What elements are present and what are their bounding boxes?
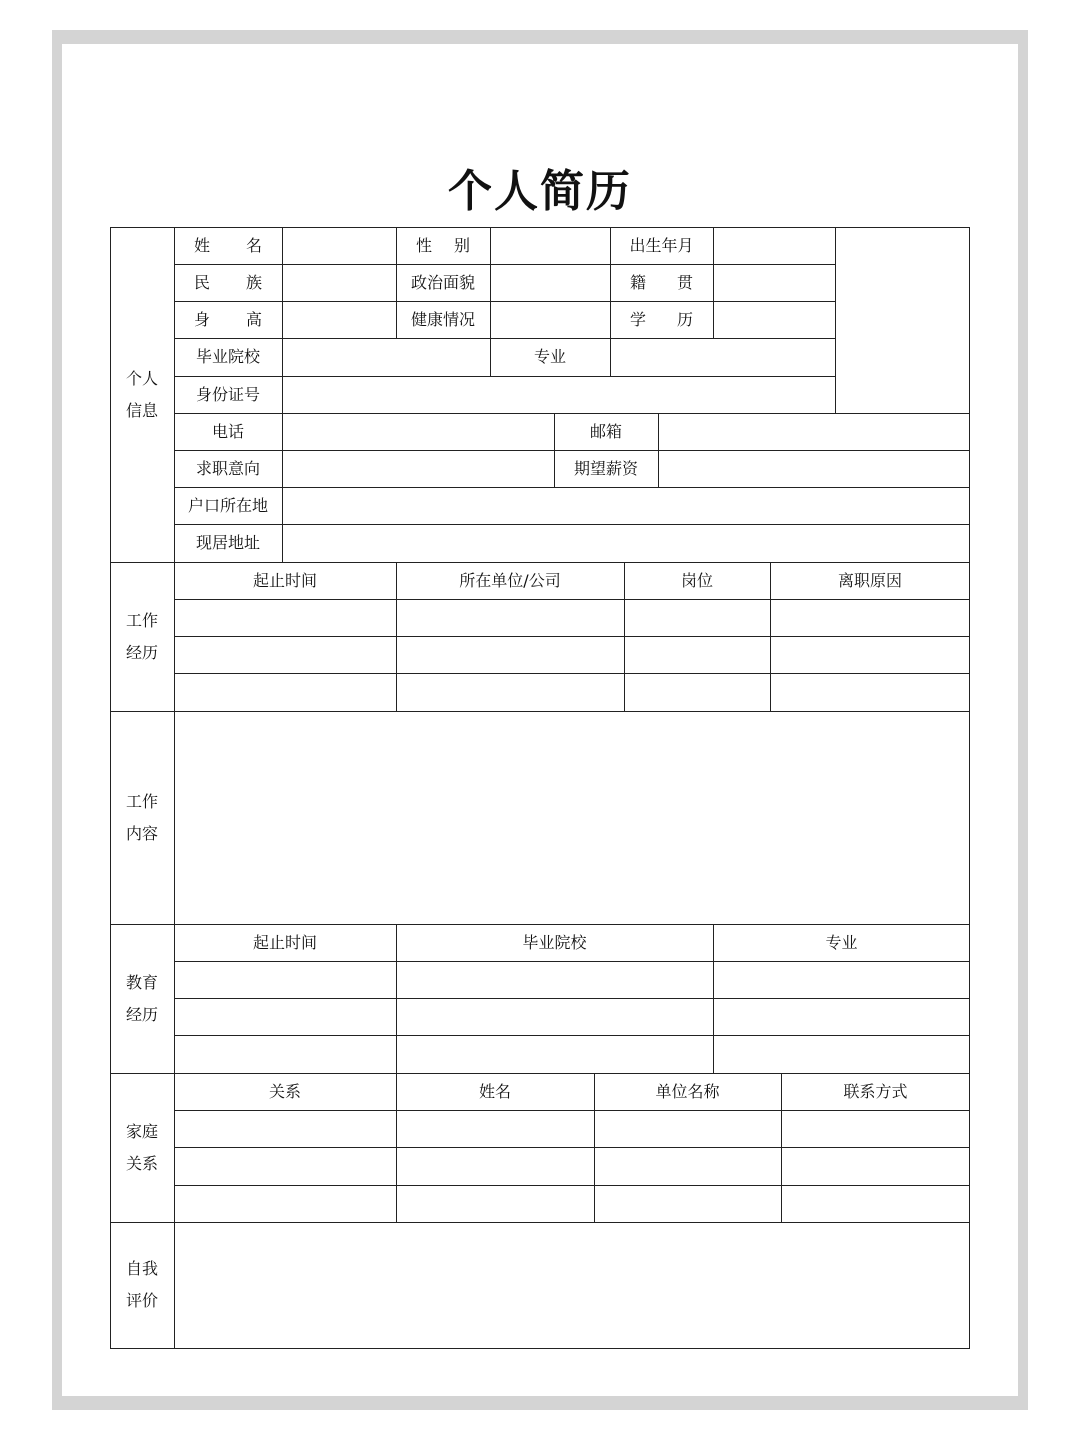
row-line [174,998,970,999]
label-char: 籍 [630,272,647,292]
major-field[interactable] [611,339,834,376]
email-field[interactable] [659,414,969,450]
work-header-reason: 离职原因 [837,570,902,590]
phone-field[interactable] [283,414,553,450]
work-header-period: 起止时间 [252,570,317,590]
health-field[interactable] [491,302,609,338]
height-field[interactable] [283,302,395,338]
label-hukou: 户口所在地 [187,495,268,515]
label-char: 族 [245,272,262,292]
section-label-line: 个人 [125,368,158,388]
section-work-history-label [110,562,174,711]
gender-field[interactable] [491,228,609,264]
label-char: 名 [245,235,262,255]
political-field[interactable] [491,265,609,301]
label-major: 专业 [533,347,566,366]
self-eval-area[interactable] [175,1223,969,1348]
label-address: 现居地址 [195,533,260,552]
section-label-line: 内容 [125,823,158,843]
work-content-area[interactable] [175,712,969,924]
label-char: 高 [245,309,262,329]
edu-header-major: 专业 [825,932,858,952]
section-work-content-label [110,711,174,924]
id-number-field[interactable] [283,377,834,413]
label-char: 姓 [194,235,211,255]
photo-area[interactable] [836,228,969,413]
native-place-field[interactable] [714,265,834,301]
section-label-line: 家庭 [125,1121,158,1141]
section-self-eval-label [110,1222,174,1348]
label-email: 邮箱 [589,421,622,441]
school-field[interactable] [283,339,489,376]
birth-field[interactable] [714,228,834,264]
label-phone: 电话 [211,421,244,441]
family-header-contact: 联系方式 [843,1081,908,1101]
salary-field[interactable] [659,451,969,487]
label-ethnicity [174,264,282,301]
label-height [174,301,282,338]
row-line [174,673,970,674]
family-header-name: 姓名 [478,1081,511,1101]
label-name [174,227,282,264]
degree-field[interactable] [714,302,834,338]
name-field[interactable] [283,228,395,264]
border-bottom [110,1348,970,1349]
job-intent-field[interactable] [283,451,553,487]
section-label-line: 关系 [125,1153,158,1173]
row-line [174,636,970,637]
label-job-intent: 求职意向 [195,458,260,478]
section-label-line: 信息 [125,400,158,420]
label-salary: 期望薪资 [573,458,638,478]
family-header-relation: 关系 [268,1081,301,1101]
edu-header-school: 毕业院校 [522,932,587,952]
label-char: 性 [416,235,433,255]
label-native-place [610,264,713,301]
row-line [174,1147,970,1148]
ethnicity-field[interactable] [283,265,395,301]
edu-header-period: 起止时间 [252,932,317,952]
label-char: 身 [194,309,211,329]
hukou-field[interactable] [283,488,969,524]
section-label-line: 经历 [125,642,158,662]
row-line [174,1185,970,1186]
page-title: 个人简历 [448,166,632,217]
section-label-line: 评价 [125,1291,158,1310]
address-field[interactable] [283,525,969,562]
label-char: 历 [676,309,693,329]
work-header-position: 岗位 [680,570,713,590]
label-political: 政治面貌 [410,272,475,292]
row-line [174,1110,970,1111]
label-school: 毕业院校 [195,347,260,366]
label-id-number: 身份证号 [195,384,260,404]
label-birth: 出生年月 [629,235,694,255]
border-right [969,227,970,1349]
label-char: 民 [194,272,211,292]
label-char: 贯 [676,272,693,292]
section-label-line: 经历 [125,1004,158,1024]
resume-table [110,227,970,1349]
work-header-company: 所在单位/公司 [459,570,561,590]
row-line [174,1035,970,1036]
section-label-line: 教育 [125,972,158,992]
row-line [174,961,970,962]
section-family-label [110,1073,174,1222]
family-header-employer: 单位名称 [655,1081,720,1101]
section-education-label [110,924,174,1073]
label-health: 健康情况 [410,309,475,329]
row-line [174,599,970,600]
section-label-line: 工作 [125,610,158,630]
label-degree [610,301,713,338]
label-char: 学 [630,309,647,329]
section-personal-label [110,227,174,562]
label-gender [396,227,490,264]
section-label-line: 自我 [125,1259,158,1278]
label-char: 别 [453,235,470,255]
section-label-line: 工作 [125,791,158,811]
